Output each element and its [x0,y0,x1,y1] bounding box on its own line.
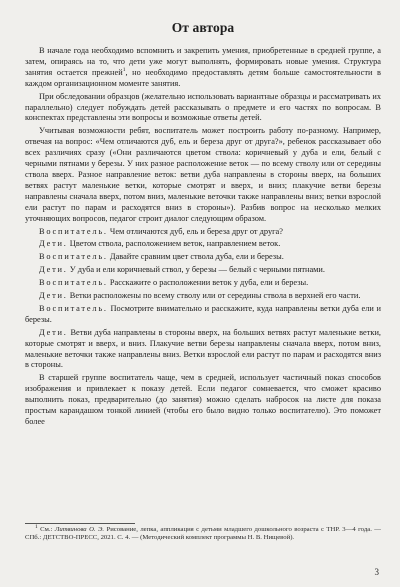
paragraph-final: В старшей группе воспитатель чаще, чем в средней, использует частичный показ способов изображения и привлекает к показу детей. Если педагог сомневается, что сможет красиво выполнить показ, предварительно (до занятия) можно сделать набросок на листе для показа простым карандашом тонкой линией (чтобы его было видно только воспитателю). Это поможет более [25,373,381,426]
dialogue-line: Воспитатель. Расскажите о расположении веток у дуба, ели и березы. [39,278,309,288]
dialogue-line: Дети. У дуба и ели коричневый ствол, у березы — белый с черными пятнами. [39,265,325,275]
speaker-label: Воспитатель. [39,252,108,262]
paragraph-1: В начале года необходимо вспомнить и закрепить умения, приобретенные в средней группе, а затем, опираясь на то, что дети уже могут выполнять, формировать новые умения. Структура занятия остается прежней$^1$, но необходимо предоставлять детям больше самостоятельности в каждом организационном моменте занятия. [25,46,381,88]
speaker-label: Воспитатель. [39,303,108,313]
speaker-label: Дети. [39,327,68,337]
footnote: $^1$ См.: Литвинова О. Э. Рисование, лепка, аппликация с детьми младшего дошкольного возраста с ТНР. 3—4 года. — СПб.: ДЕТСТВО-ПРЕСС, 2021. С. 4. — (Методический комплект программы Н. В. Нищевой). [25,523,381,542]
speaker-label: Воспитатель. [39,278,108,288]
dialogue-line: Дети. Цветом ствола, расположением веток, направлением веток. [39,239,281,249]
speaker-label: Дети. [39,291,68,301]
paragraph-3: Учитывая возможности ребят, воспитатель может построить работу по-разному. Например, отвечая на вопрос: «Чем отличаются дуб, ель и береза друг от друга?», ребенок рассказывает обо всех различиях сразу («Они различаются цветом ствола: коричневый у дуба и ели, белый с черными пятнами у березы. У них разное расположение веток — по всему стволу или от середины ствола вверх. Разное направление веток: ветви дуба направлены в стороны вверх, на больших ветвях растут маленькие ветки, которые смотрят и вверх, и вниз; плакучие ветви березы направлены сначала вверх, потом вниз, маленькие веточки также направлены вниз; ветки взрослой ели растут по парам и расходятся вниз в стороны»). Разбив вопрос на несколько мелких уточняющих вопросов, педагог строит диалог следующим образом. [25,126,381,223]
page-title: От автора [171,20,235,35]
footnote-author: Литвинова О. Э. [54,526,105,533]
speaker-label: Дети. [39,265,68,275]
dialogue-line: Воспитатель. Чем отличаются дуб, ель и береза друг от друга? [39,226,283,236]
page-number: 3 [374,567,379,577]
footnote-divider [25,523,135,524]
footnote-reference: 1 [122,67,126,74]
dialogue-line: Дети. Ветви дуба направлены в стороны вверх, на больших ветвях растут маленькие ветки, которые смотрят и вверх, и вниз. Плакучие ветви березы направлены сначала вверх, потом вниз, маленькие веточки также направлены вниз. Ветки взрослой ели растут по парам и расходятся вниз в стороны. [25,327,381,370]
dialogue-line: Воспитатель. Посмотрите внимательно и расскажите, куда направлены ветки дуба ели и березы. [25,303,381,324]
paragraph-2: При обследовании образцов (желательно использовать вариантные образцы и рассматривать их параллельно) следует побуждать детей рассказывать о предмете и его частях по вопросам. В конспектах представлены эти вопросы и возможные ответы детей. [25,91,381,123]
footnote-number: 1 [35,523,38,530]
speaker-label: Воспитатель. [39,226,108,236]
dialogue-line: Воспитатель. Давайте сравним цвет ствола дуба, ели и березы. [39,252,284,262]
dialogue-line: Дети. Ветки расположены по всему стволу или от середины ствола в верхней его части. [39,291,361,301]
speaker-label: Дети. [39,239,68,249]
